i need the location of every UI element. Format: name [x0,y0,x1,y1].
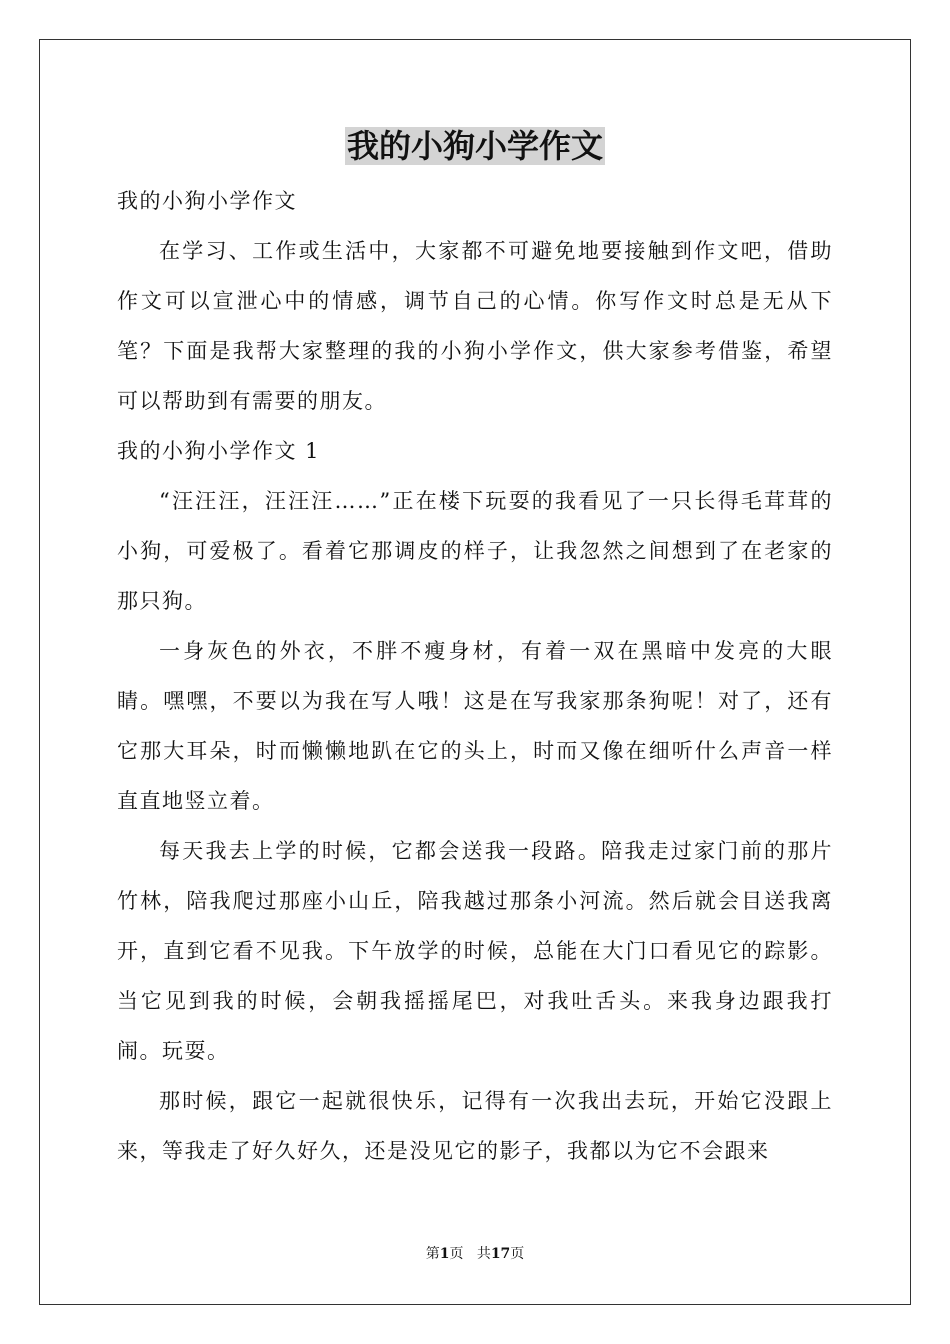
body-paragraph: 那时候，跟它一起就很快乐，记得有一次我出去玩，开始它没跟上来，等我走了好久好久，还是没见它的影子，我都以为它不会跟来 [117,1089,833,1163]
document-subtitle: 我的小狗小学作文 [117,189,297,213]
section-heading: 我的小狗小学作文 1 [117,439,321,463]
total-pages-prefix: 共 [476,1246,491,1262]
total-pages-suffix: 页 [510,1246,525,1262]
total-pages: 17 [490,1246,511,1262]
page-footer [0,1244,950,1264]
page-number: 1 [439,1246,450,1262]
document-title-text: 我的小狗小学作文 [346,127,603,165]
intro-paragraph: 在学习、工作或生活中，大家都不可避免地要接触到作文吧，借助作文可以宣泄心中的情感，调节自己的心情。你写作文时总是无从下笔？下面是我帮大家整理的我的小狗小学作文，供大家参考借鉴，希望可以帮助到有需要的朋友。 [117,239,833,413]
document-body [117,176,833,1176]
page-number-prefix: 第 [425,1246,440,1262]
body-paragraph: 一身灰色的外衣，不胖不瘦身材，有着一双在黑暗中发亮的大眼睛。嘿嘿，不要以为我在写人哦！这是在写我家那条狗呢！对了，还有它那大耳朵，时而懒懒地趴在它的头上，时而又像在细听什么声音一样直直地竖立着。 [117,639,833,813]
page-number-suffix: 页 [449,1246,464,1262]
body-paragraph: 每天我去上学的时候，它都会送我一段路。陪我走过家门前的那片竹林，陪我爬过那座小山丘，陪我越过那条小河流。然后就会目送我离开，直到它看不见我。下午放学的时候，总能在大门口看见它的踪影。当它见到我的时候，会朝我摇摇尾巴，对我吐舌头。来我身边跟我打闹。玩耍。 [117,839,833,1063]
document-title [0,124,950,168]
body-paragraph: “汪汪汪，汪汪汪……”正在楼下玩耍的我看见了一只长得毛茸茸的小狗，可爱极了。看着它那调皮的样子，让我忽然之间想到了在老家的那只狗。 [117,489,833,613]
